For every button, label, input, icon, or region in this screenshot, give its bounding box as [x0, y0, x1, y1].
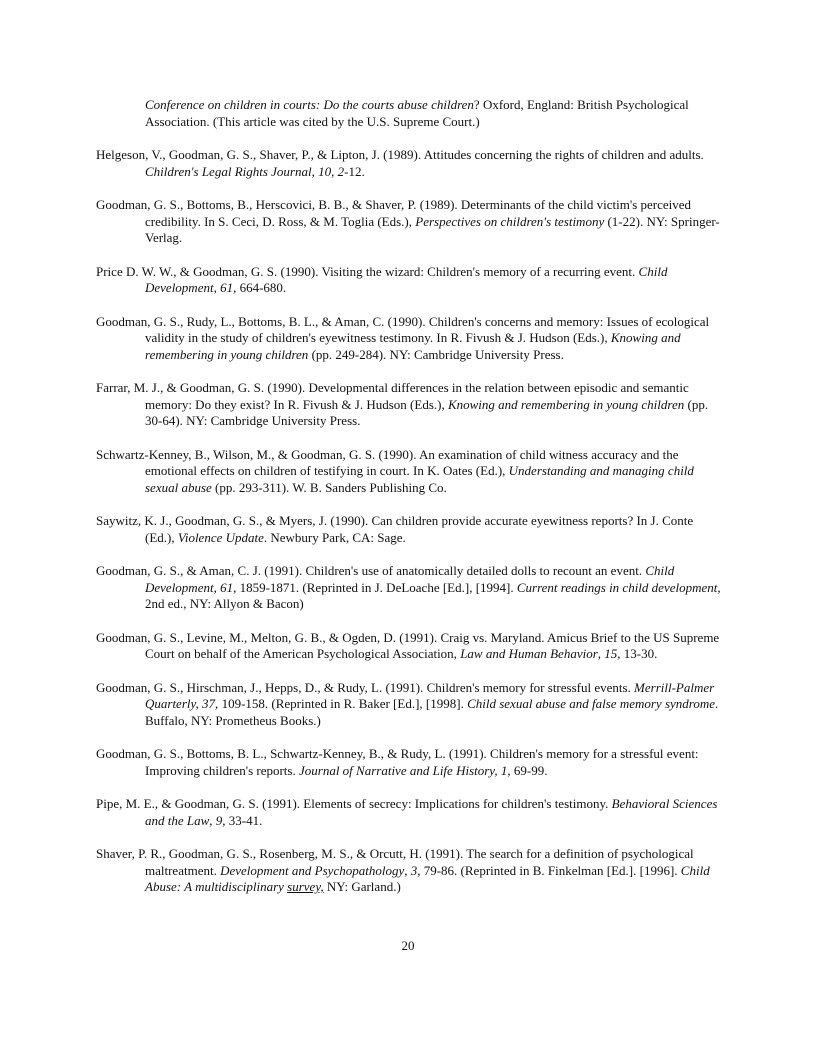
reference-title-segment: Law and Human Behavior: [460, 646, 598, 661]
reference-title-segment: Violence Update: [177, 529, 264, 545]
reference-text-segment: Goodman, G. S., Bottoms, B. L., Schwartz-Kenney, B., & Rudy, L. (1991). Children's memory for a stressful event: Improving children's reports.: [96, 746, 699, 778]
reference-title-segment: Child Development, 61,: [145, 263, 668, 295]
reference-text-segment: Saywitz, K. J., Goodman, G. S., & Myers, J. (1990). Can children provide accurate eyewitness reports? In J. Conte (Ed.),: [96, 513, 694, 545]
reference-entry: [96, 380, 722, 430]
reference-text-segment: NY: Garland.): [323, 879, 401, 894]
reference-text-segment: , 79-86. (Reprinted in B. Finkelman [Ed.]. [1996].: [417, 862, 681, 878]
reference-list: [96, 97, 722, 913]
reference-entry: [96, 846, 722, 896]
reference-entry: [96, 447, 722, 497]
reference-text-segment: 13-30.: [620, 646, 658, 661]
reference-entry: [96, 796, 722, 829]
reference-entry: [96, 630, 722, 663]
reference-title-segment: Child sexual abuse and false memory syndrome: [467, 696, 716, 711]
reference-text-segment: (1-22). NY: Springer-Verlag.: [145, 213, 720, 245]
reference-text-segment: (pp. 249-284). NY: Cambridge University Press.: [308, 346, 564, 362]
reference-title-segment: Development and Psychopathology: [220, 862, 405, 878]
reference-entry: [96, 513, 722, 546]
reference-text-segment: Schwartz-Kenney, B., Wilson, M., & Goodman, G. S. (1990). An examination of child witness accuracy and the emotional effects on children of testifying in court. In K. Oates (Ed.),: [96, 446, 679, 478]
reference-entry: [96, 680, 722, 730]
reference-title-segment: Knowing and remembering in young children: [145, 330, 681, 362]
reference-title-segment: 9: [215, 812, 223, 828]
reference-text-segment: ,: [404, 862, 411, 878]
reference-text-segment: , 33-41.: [222, 812, 263, 828]
reference-text-segment: Goodman, G. S., Rudy, L., Bottoms, B. L., & Aman, C. (1990). Children's concerns and memory: Issues of ecological validity in the study of children's eyewitness testimony. In R. Fivush & J. Hudson (Eds.),: [96, 313, 710, 345]
reference-text-segment: Goodman, G. S., Bottoms, B., Herscovici, B. B., & Shaver, P. (1989). Determinants of the child victim's perceived credibility. In S. Ceci, D. Ross, & M. Toglia (Eds.),: [96, 197, 692, 229]
reference-text-segment: Farrar, M. J., & Goodman, G. S. (1990). Developmental differences in the relation between episodic and semantic memory: Do they exist? In R. Fivush & J. Hudson (Eds.),: [96, 380, 689, 412]
reference-text-segment: Goodman, G. S., Levine, M., Melton, G. B., & Ogden, D. (1991). Craig vs. Maryland. Amicus Brief to the US Supreme Court on behalf of the American Psychological Association,: [96, 629, 720, 661]
reference-entry: [96, 264, 722, 297]
reference-title-segment: Understanding and managing child sexual abuse: [145, 463, 694, 495]
reference-text-segment: Goodman, G. S., Hirschman, J., Hepps, D., & Rudy, L. (1991). Children's memory for stressful events.: [96, 679, 635, 695]
page-number: 20: [401, 938, 415, 953]
reference-title-segment: Perspectives on children's testimony: [415, 213, 605, 229]
reference-text-segment: Goodman, G. S., & Aman, C. J. (1991). Children's use of anatomically detailed dolls to recount an event.: [96, 563, 646, 578]
reference-entry: [96, 314, 722, 364]
reference-title-segment: Knowing and remembering in young children: [447, 396, 685, 412]
reference-text-segment: ? Oxford, England: British Psychological Association. (This article was cited by the U.S. Supreme Court.): [145, 97, 689, 129]
reference-title-segment: 15,: [604, 646, 621, 661]
reference-entry: [96, 147, 722, 180]
reference-text-segment: ,: [597, 646, 605, 661]
reference-text-segment: Price D. W. W., & Goodman, G. S. (1990). Visiting the wizard: Children's memory of a recurring event.: [96, 263, 639, 279]
reference-text-segment: , 1859-1871. (Reprinted in J. DeLoache [Ed.], [1994].: [233, 579, 517, 595]
reference-title-segment: Current readings in child development: [516, 579, 718, 595]
reference-title-segment: Child Abuse: A multidisciplinary: [145, 862, 710, 894]
reference-text-segment: (pp. 30-64). NY: Cambridge University Press.: [145, 396, 709, 428]
reference-text-segment: , 2nd ed., NY: Allyon & Bacon): [145, 579, 721, 611]
reference-title-segment: Behavioral Sciences and the Law: [145, 796, 718, 828]
reference-text-segment: ,: [213, 579, 221, 595]
reference-text-segment: Helgeson, V., Goodman, G. S., Shaver, P., & Lipton, J. (1989). Attitudes concerning the rights of children and adults.: [96, 147, 704, 162]
reference-title-segment: 61: [220, 579, 234, 595]
reference-text-segment: ,: [209, 812, 216, 828]
reference-text-segment: Pipe, M. E., & Goodman, G. S. (1991). Elements of secrecy: Implications for children's testimony.: [96, 796, 612, 811]
reference-entry: [96, 197, 722, 247]
reference-text-segment: Shaver, P. R., Goodman, G. S., Rosenberg, M. S., & Orcutt, H. (1991). The search for a definition of psychological maltreatment.: [96, 846, 694, 878]
reference-text-segment: 664-680.: [236, 280, 287, 295]
reference-text-segment: 69-99.: [510, 762, 548, 778]
reference-text-segment: (pp. 293-311). W. B. Sanders Publishing Co.: [211, 479, 447, 495]
reference-title-segment: Journal of Narrative and Life History, 1,: [298, 762, 511, 778]
reference-entry: [96, 746, 722, 779]
reference-title-segment: 3: [410, 862, 418, 878]
reference-title-segment: Child Development: [145, 563, 675, 595]
reference-entry: [96, 563, 722, 613]
reference-text-segment: . Newbury Park, CA: Sage.: [263, 529, 406, 545]
reference-title-segment: Conference on children in courts: Do the courts abuse children: [145, 97, 474, 112]
reference-entry: [96, 97, 722, 130]
reference-text-segment: . Buffalo, NY: Prometheus Books.): [145, 696, 719, 728]
reference-text-segment: 109-158. (Reprinted in R. Baker [Ed.], [1998].: [218, 696, 468, 711]
reference-title-segment: survey,: [287, 879, 324, 894]
reference-title-segment: Children's Legal Rights Journal, 10, 2: [145, 163, 345, 179]
reference-text-segment: -12.: [344, 163, 365, 179]
reference-title-segment: Merrill-Palmer Quarterly, 37,: [145, 679, 715, 711]
